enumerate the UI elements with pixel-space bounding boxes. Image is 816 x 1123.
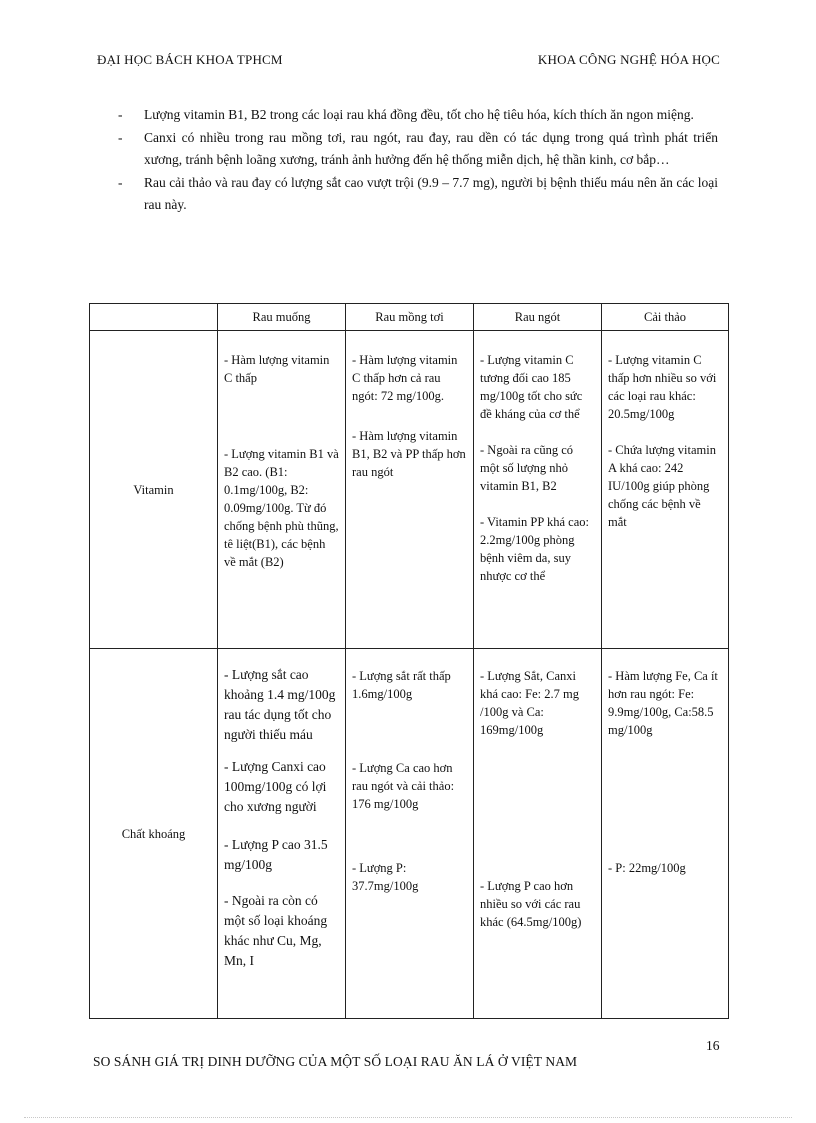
table-row-mineral [90,649,729,1019]
table-row-vitamin [90,331,729,649]
cell-mineral-rau-muong: - Lượng sắt cao khoảng 1.4 mg/100g rau tác dụng tốt cho người thiếu máu - Lượng Canxi cao 100mg/100g có lợi cho xương người - Lượng P cao 31.5 mg/100g - Ngoài ra còn có một số loại khoáng khác như Cu, Mg, Mn, I [218,649,346,1019]
table-header-empty [90,304,218,331]
bullet-dash: - [118,174,123,190]
list-item [118,104,718,127]
header-right: KHOA CÔNG NGHỆ HÓA HỌC [537,52,720,67]
bullet-text: Lượng vitamin B1, B2 trong các loại rau khá đồng đều, tốt cho hệ tiêu hóa, kích thích ăn ngon miệng. [144,107,694,122]
row-label-mineral: Chất khoáng [90,649,218,1019]
cell-vitamin-rau-muong: - Hàm lượng vitamin C thấp - Lượng vitamin B1 và B2 cao. (B1: 0.1mg/100g, B2: 0.09mg/100g. Từ đó chống bệnh phù thũng, tê liệt(B1), các bệnh về mắt (B2) [218,331,346,649]
cell-mineral-rau-mong-toi: - Lượng sắt rất thấp 1.6mg/100g - Lượng Ca cao hơn rau ngót và cải thảo: 176 mg/100g - Lượng P: 37.7mg/100g [346,649,474,1019]
page-footer: SO SÁNH GIÁ TRỊ DINH DƯỠNG CỦA MỘT SỐ LOẠI RAU ĂN LÁ Ở VIỆT NAM [93,1054,578,1069]
cell-vitamin-cai-thao: - Lượng vitamin C thấp hơn nhiều so với các loại rau khác: 20.5mg/100g - Chứa lượng vitamin A khá cao: 242 IU/100g giúp phòng chống các bệnh về mắt [602,331,729,649]
page-number: 16 [706,1038,720,1053]
row-label-vitamin: Vitamin [90,331,218,649]
nutrition-table [89,303,729,1019]
cell-mineral-rau-ngot: - Lượng Sắt, Canxi khá cao: Fe: 2.7 mg /100g và Ca: 169mg/100g - Lượng P cao hơn nhiều so với các rau khác (64.5mg/100g) [474,649,602,1019]
table-header-rau-mong-toi: Rau mồng tơi [346,304,474,331]
list-item [118,172,718,217]
table-header-row [90,304,729,331]
page-bottom-divider [24,1117,792,1118]
cell-mineral-cai-thao: - Hàm lượng Fe, Ca ít hơn rau ngót: Fe: 9.9mg/100g, Ca:58.5 mg/100g - P: 22mg/100g [602,649,729,1019]
bullet-list [118,104,718,217]
bullet-text: Rau cải thảo và rau đay có lượng sắt cao vượt trội (9.9 – 7.7 mg), người bị bệnh thiếu máu nên ăn các loại rau này. [144,174,718,212]
list-item [118,127,718,172]
bullet-text: Canxi có nhiều trong rau mồng tơi, rau ngót, rau đay, rau dền có tác dụng trong quá trình phát triển xương, tránh bệnh loãng xương, tránh ảnh hưởng đến hệ thống miễn dịch, hệ thần kinh, cơ bắp… [144,129,718,167]
table-header-cai-thao: Cải thảo [602,304,729,331]
bullet-dash: - [118,107,123,122]
bullet-dash: - [118,129,123,145]
table-header-rau-muong: Rau muống [218,304,346,331]
table-header-rau-ngot: Rau ngót [474,304,602,331]
cell-vitamin-rau-mong-toi: - Hàm lượng vitamin C thấp hơn cả rau ngót: 72 mg/100g. - Hàm lượng vitamin B1, B2 và PP thấp hơn rau ngót [346,331,474,649]
cell-vitamin-rau-ngot: - Lượng vitamin C tương đối cao 185 mg/100g tốt cho sức đề kháng của cơ thể - Ngoài ra cũng có một số lượng nhỏ vitamin B1, B2 - Vitamin PP khá cao: 2.2mg/100g phòng bệnh viêm da, suy nhược cơ thể [474,331,602,649]
header-left: ĐẠI HỌC BÁCH KHOA TPHCM [97,52,283,67]
